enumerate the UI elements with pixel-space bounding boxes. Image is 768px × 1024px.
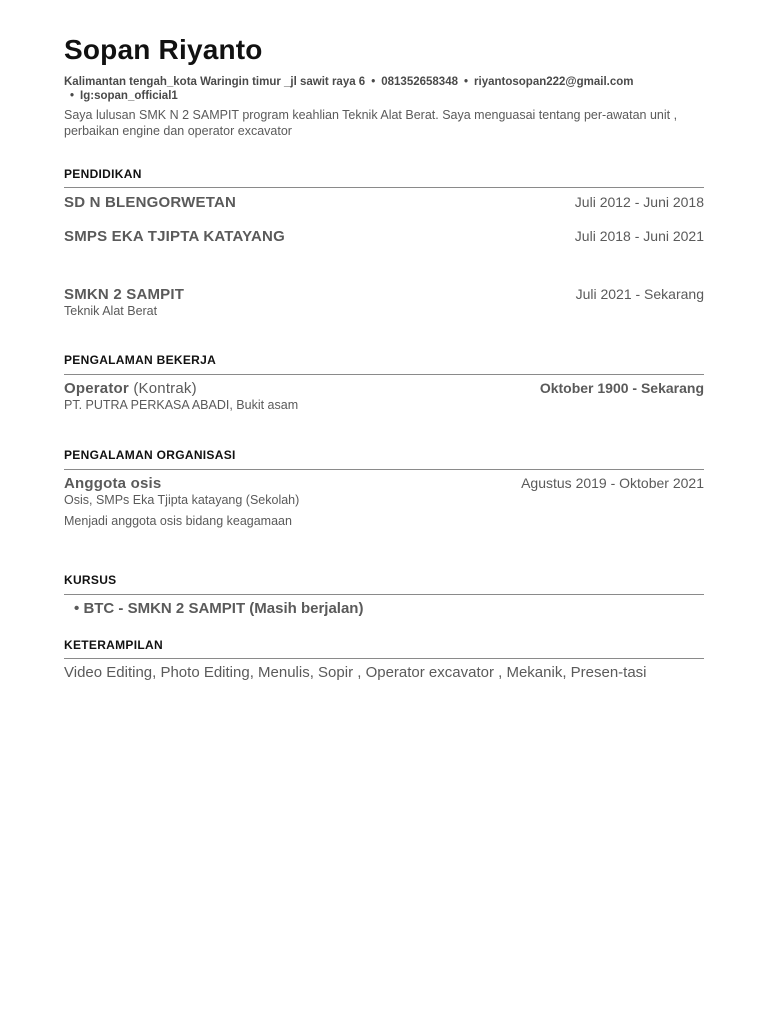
contact-separator: • [464, 76, 469, 88]
contact-separator: • [371, 76, 376, 88]
contact-instagram: Ig:sopan_official1 [80, 90, 178, 102]
section-title-work: PENGALAMAN BEKERJA [64, 353, 217, 367]
section-divider [64, 658, 704, 659]
contact-separator: • [70, 90, 75, 102]
section-title-education: PENDIDIKAN [64, 167, 142, 181]
education-detail: Teknik Alat Berat [64, 304, 158, 318]
education-date: Juli 2012 - Juni 2018 [574, 194, 704, 210]
work-date: Oktober 1900 - Sekarang [539, 380, 704, 396]
education-school: SMPS EKA TJIPTA KATAYANG [64, 228, 285, 245]
course-item [74, 600, 363, 617]
education-school: SD N BLENGORWETAN [64, 194, 237, 211]
organization-date: Agustus 2019 - Oktober 2021 [521, 475, 704, 491]
contact-phone: 081352658348 [381, 76, 458, 88]
contact-email: riyantosopan222@gmail.com [474, 76, 634, 88]
work-company: PT. PUTRA PERKASA ABADI, Bukit asam [64, 398, 299, 412]
resume-name: Sopan Riyanto [64, 34, 263, 65]
education-date: Juli 2018 - Juni 2021 [574, 228, 704, 244]
education-date: Juli 2021 - Sekarang [575, 286, 704, 302]
section-divider [64, 469, 704, 470]
skills-text: Video Editing, Photo Editing, Menulis, Sopir , Operator excavator , Mekanik, Presen-tasi [64, 664, 647, 681]
work-type: (Kontrak) [133, 380, 197, 397]
contact-info [64, 75, 709, 103]
course-text: BTC - SMKN 2 SAMPIT (Masih berjalan) [83, 600, 364, 617]
section-title-courses: KURSUS [64, 573, 117, 587]
organization-name: Osis, SMPs Eka Tjipta katayang (Sekolah) [64, 493, 300, 507]
section-title-skills: KETERAMPILAN [64, 638, 163, 652]
work-role-line [64, 380, 197, 397]
section-divider [64, 594, 704, 595]
section-divider [64, 374, 704, 375]
organization-description: Menjadi anggota osis bidang keagamaan [64, 514, 292, 528]
bullet-icon: • [74, 600, 80, 617]
section-divider [64, 187, 704, 188]
education-school: SMKN 2 SAMPIT [64, 286, 185, 303]
summary-text: Saya lulusan SMK N 2 SAMPIT program keahlian Teknik Alat Berat. Saya menguasai tentang per-awatan unit , perbaikan engine dan operator excavator [64, 108, 678, 138]
contact-address: Kalimantan tengah_kota Waringin timur _jl sawit raya 6 [64, 76, 366, 88]
section-title-organization: PENGALAMAN ORGANISASI [64, 448, 236, 462]
work-role: Operator [64, 380, 129, 397]
organization-role: Anggota osis [64, 475, 162, 492]
